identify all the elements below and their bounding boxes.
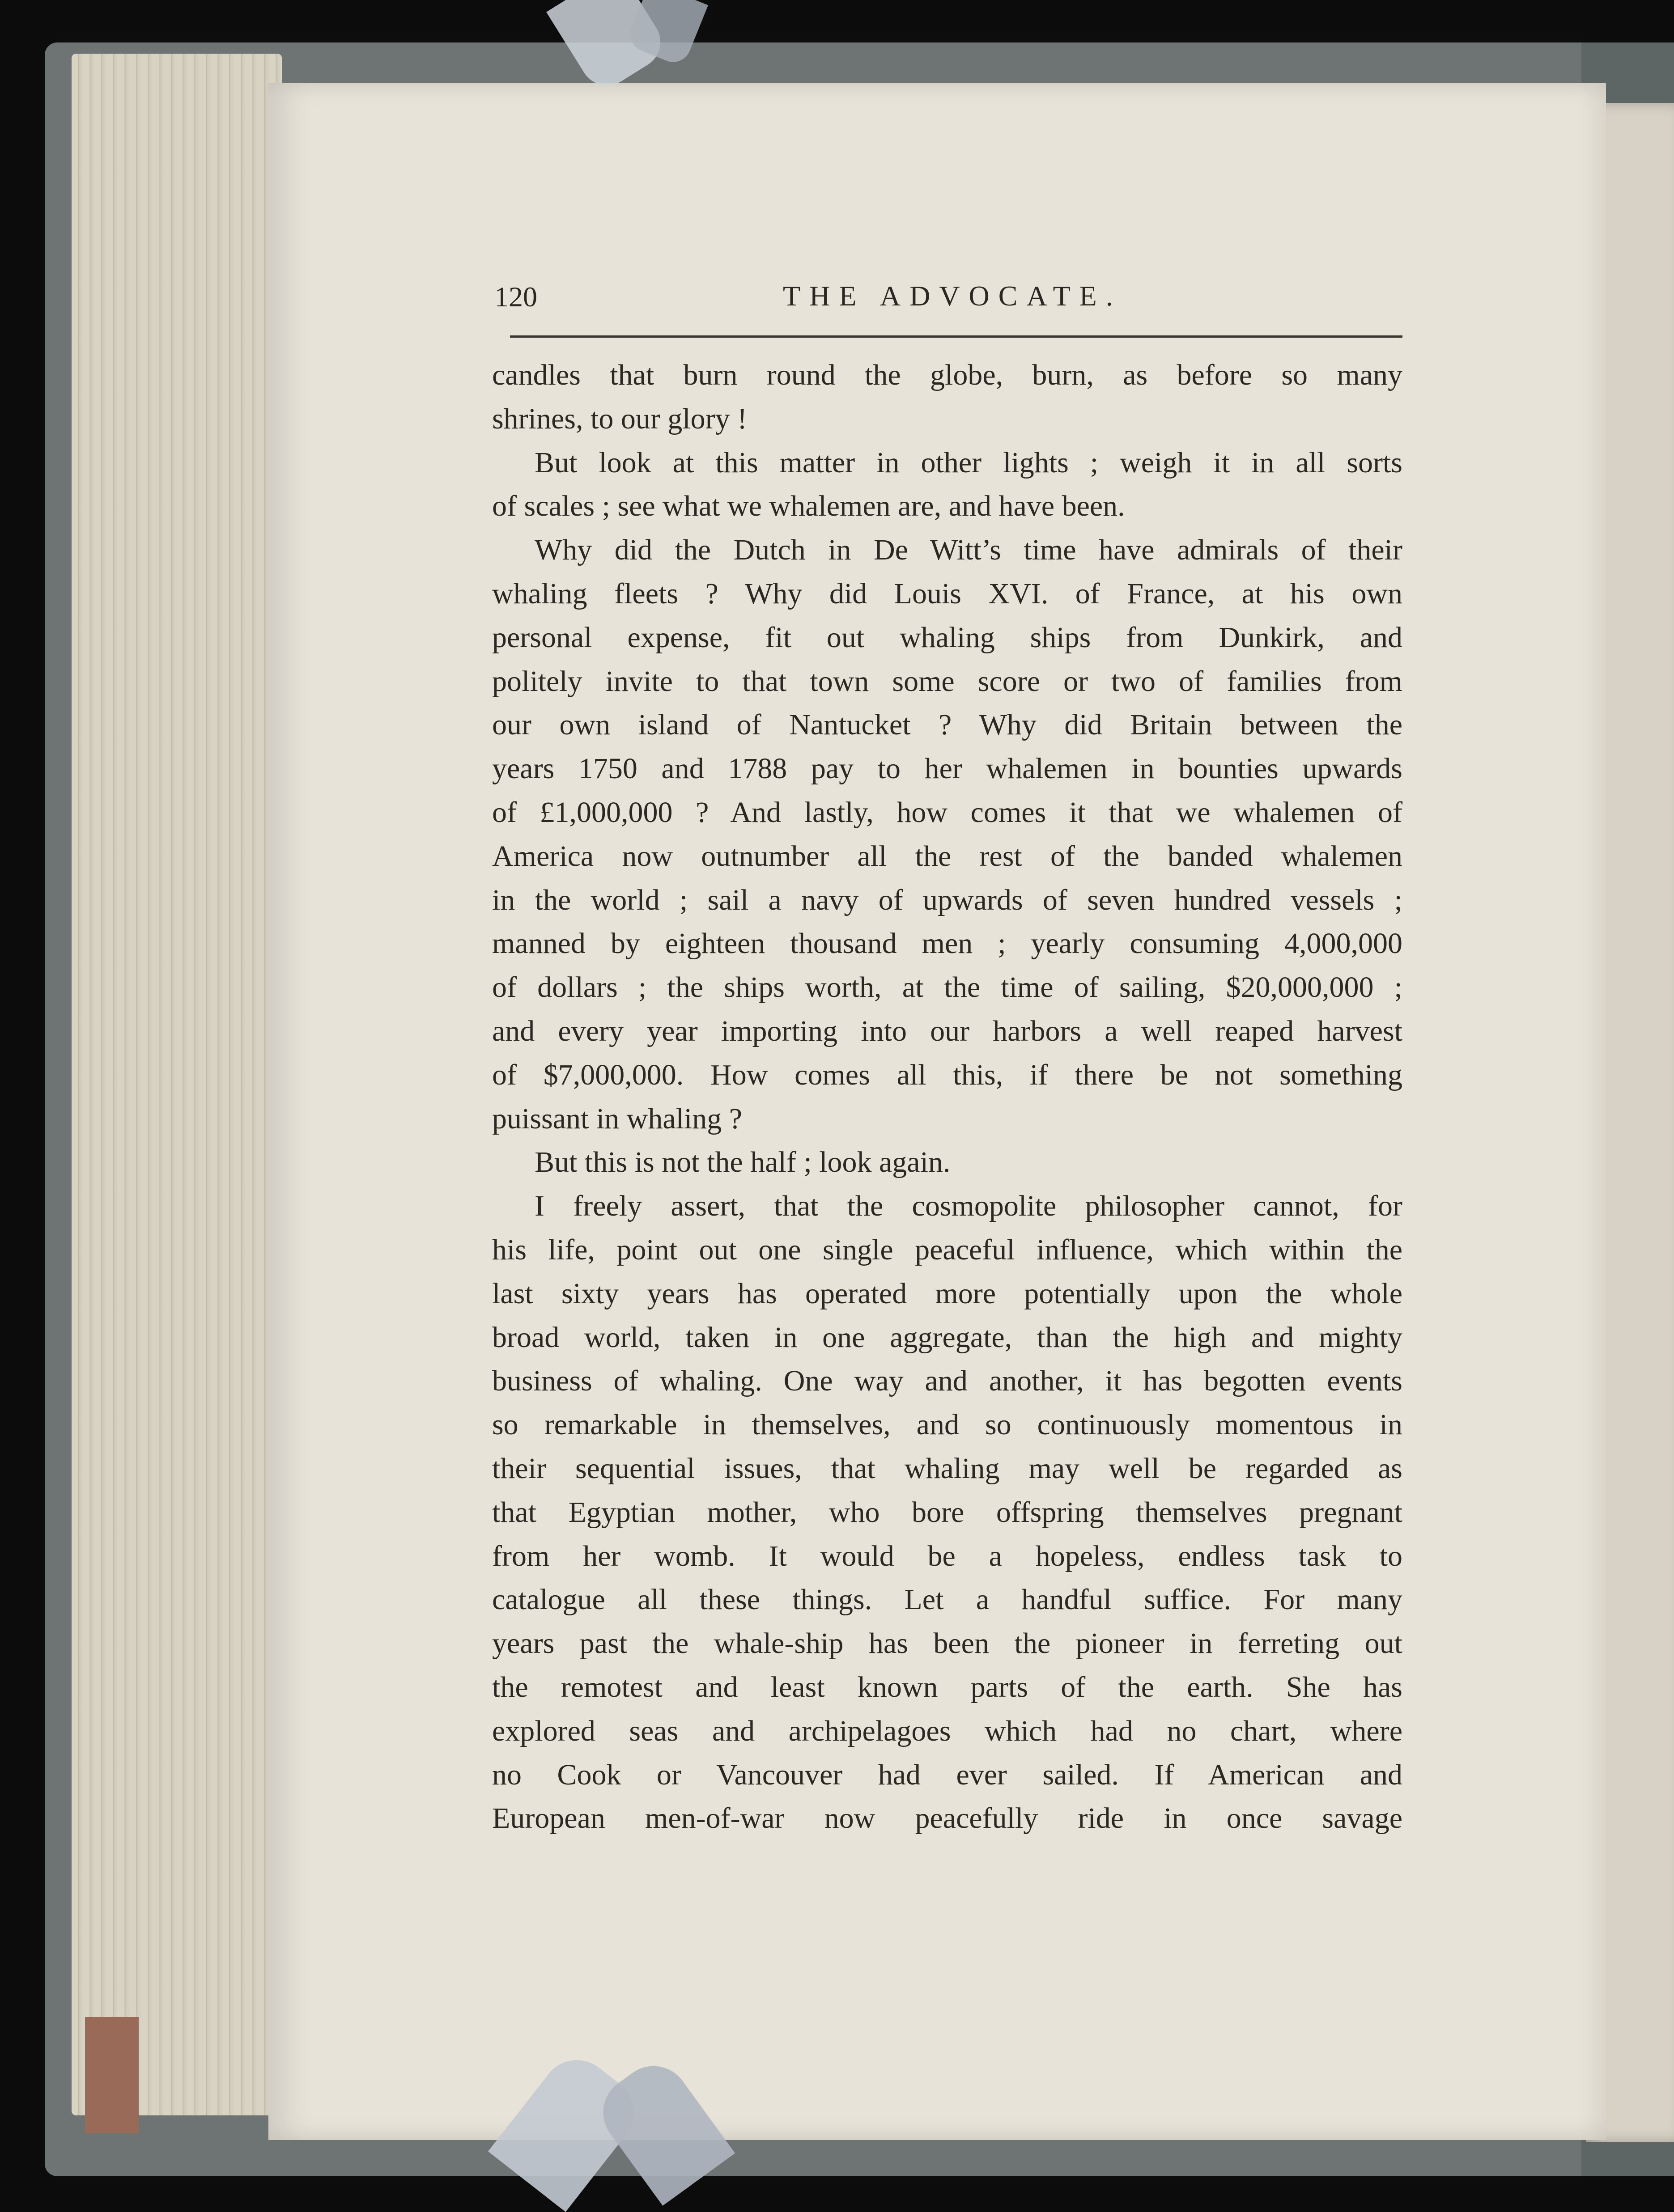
running-head xyxy=(494,274,1402,314)
text-line: shrines, to our glory ! xyxy=(492,402,748,435)
text-line: of $7,000,000. How comes all this, if there be not something xyxy=(492,1058,1402,1091)
text-line: European men-of-war now peacefully ride in once savage xyxy=(492,1802,1402,1835)
text-line: explored seas and archipelagoes which had no chart, where xyxy=(492,1714,1402,1747)
page-edges xyxy=(72,54,282,2115)
text-line: no Cook or Vancouver had ever sailed. If American and xyxy=(492,1758,1402,1791)
text-line: and every year importing into our harbors a well reaped harvest xyxy=(492,1014,1402,1047)
text-line: his life, point out one single peaceful influence, which within the xyxy=(492,1233,1402,1266)
running-title: THE ADVOCATE. xyxy=(783,280,1122,312)
text-line: business of whaling. One way and another, it has begotten events xyxy=(492,1364,1402,1398)
text-line: that Egyptian mother, who bore offspring themselves pregnant xyxy=(492,1496,1402,1529)
text-line: America now outnumber all the rest of the banded whalemen xyxy=(492,839,1402,873)
text-line: in the world ; sail a navy of upwards of seven hundred vessels ; xyxy=(492,883,1402,916)
text-line: years 1750 and 1788 pay to her whalemen in bounties upwards xyxy=(492,752,1402,785)
text-line: of scales ; see what we whalemen are, and have been. xyxy=(492,490,1125,523)
text-line: years past the whale-ship has been the pioneer in ferreting out xyxy=(492,1627,1402,1660)
page-edge-stain xyxy=(85,2017,139,2133)
text-line: politely invite to that town some score or two of families from xyxy=(492,665,1402,698)
text-line: catalogue all these things. Let a handful suffice. For many xyxy=(492,1583,1402,1616)
page-number: 120 xyxy=(494,281,537,313)
text-line: of dollars ; the ships worth, at the time of sailing, $20,000,000 ; xyxy=(492,971,1402,1004)
text-line: personal expense, fit out whaling ships from Dunkirk, and xyxy=(492,621,1402,654)
text-line: of £1,000,000 ? And lastly, how comes it that we whalemen of xyxy=(492,796,1402,829)
text-line: last sixty years has operated more potentially upon the whole xyxy=(492,1277,1402,1310)
text-line: so remarkable in themselves, and so continuously momentous in xyxy=(492,1408,1402,1441)
header-rule xyxy=(510,335,1402,338)
text-line: whaling fleets ? Why did Louis XVI. of France, at his own xyxy=(492,577,1402,610)
text-line: candles that burn round the globe, burn, as before so many xyxy=(492,359,1402,391)
body-text xyxy=(492,353,1402,1840)
text-line: manned by eighteen thousand men ; yearly consuming 4,000,000 xyxy=(492,927,1402,960)
text-line: But look at this matter in other lights ; weigh it in all sorts xyxy=(535,446,1402,479)
text-line: from her womb. It would be a hopeless, endless task to xyxy=(492,1539,1402,1572)
text-line: our own island of Nantucket ? Why did Britain between the xyxy=(492,708,1402,742)
text-line: broad world, taken in one aggregate, than the high and mighty xyxy=(492,1321,1402,1354)
text-line: I freely assert, that the cosmopolite philosopher cannot, for xyxy=(535,1190,1402,1223)
text-line: But this is not the half ; look again. xyxy=(535,1146,951,1179)
text-line: puissant in whaling ? xyxy=(492,1102,743,1135)
text-line: Why did the Dutch in De Witt’s time have admirals of their xyxy=(535,534,1402,567)
text-line: the remotest and least known parts of the earth. She has xyxy=(492,1670,1402,1703)
text-line: their sequential issues, that whaling may well be regarded as xyxy=(492,1452,1402,1485)
